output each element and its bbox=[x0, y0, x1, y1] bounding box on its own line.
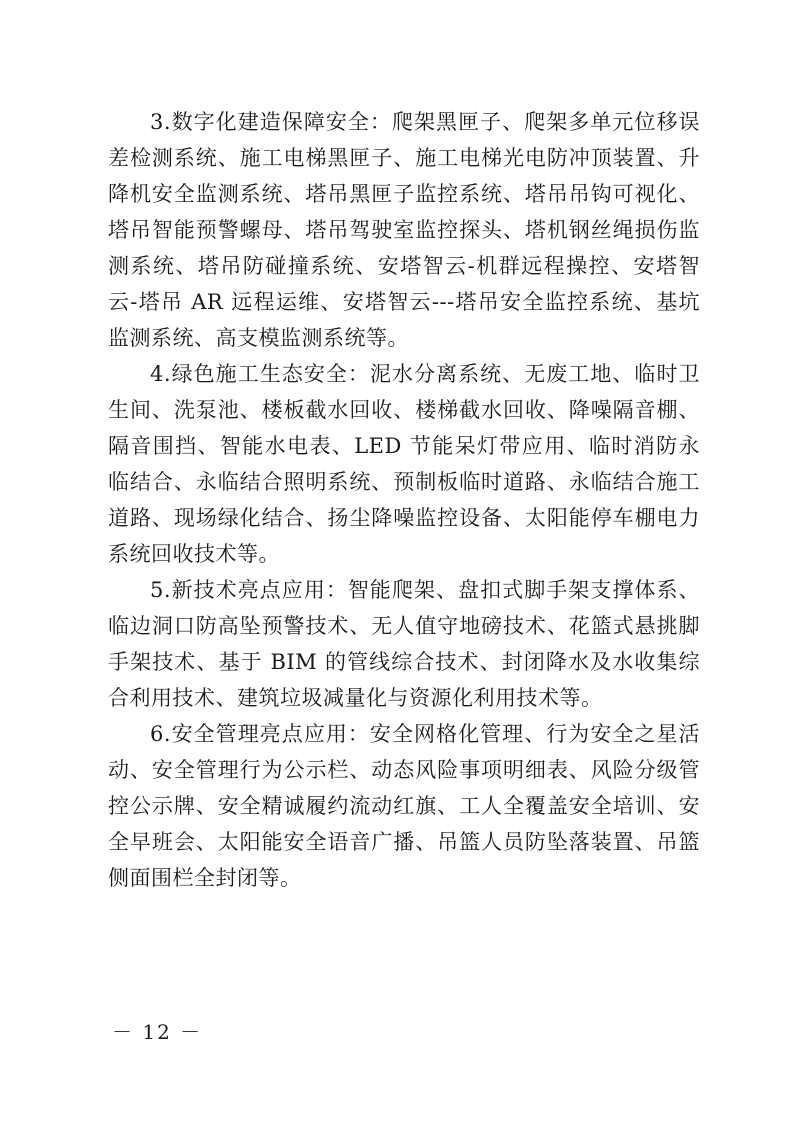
paragraph-digital-construction-safety: 3.数字化建造保障安全：爬架黑匣子、爬架多单元位移误差检测系统、施工电梯黑匣子、施工电梯光电防冲顶装置、升降机安全监测系统、塔吊黑匣子监控系统、塔吊吊钩可视化、塔吊智能预警螺母、塔吊驾驶室监控探头、塔机钢丝绳损伤监测系统、塔吊防碰撞系统、安塔智云-机群远程操控、安塔智云-塔吊 AR 远程运维、安塔智云---塔吊安全监控系统、基坑监测系统、高支模监测系统等。 bbox=[108, 110, 700, 350]
paragraph-safety-management-highlights: 6.安全管理亮点应用：安全网格化管理、行为安全之星活动、安全管理行为公示栏、动态风险事项明细表、风险分级管控公示牌、安全精诚履约流动红旗、工人全覆盖安全培训、安全早班会、太阳能安全语音广播、吊篮人员防坠落装置、吊篮侧面围栏全封闭等。 bbox=[108, 722, 700, 890]
document-body bbox=[108, 104, 700, 896]
paragraph-new-technology-highlights: 5.新技术亮点应用：智能爬架、盘扣式脚手架支撑体系、临边洞口防高坠预警技术、无人值守地磅技术、花篮式悬挑脚手架技术、基于 BIM 的管线综合技术、封闭降水及水收集综合利用技术、建筑垃圾减量化与资源化利用技术等。 bbox=[108, 578, 700, 710]
paragraph-green-construction-safety: 4.绿色施工生态安全：泥水分离系统、无废工地、临时卫生间、洗泵池、楼板截水回收、楼梯截水回收、降噪隔音棚、隔音围挡、智能水电表、LED 节能呆灯带应用、临时消防永临结合、永临结合照明系统、预制板临时道路、永临结合施工道路、现场绿化结合、扬尘降噪监控设备、太阳能停车棚电力系统回收技术等。 bbox=[108, 362, 700, 566]
page-number: － 12 － bbox=[112, 1020, 203, 1044]
